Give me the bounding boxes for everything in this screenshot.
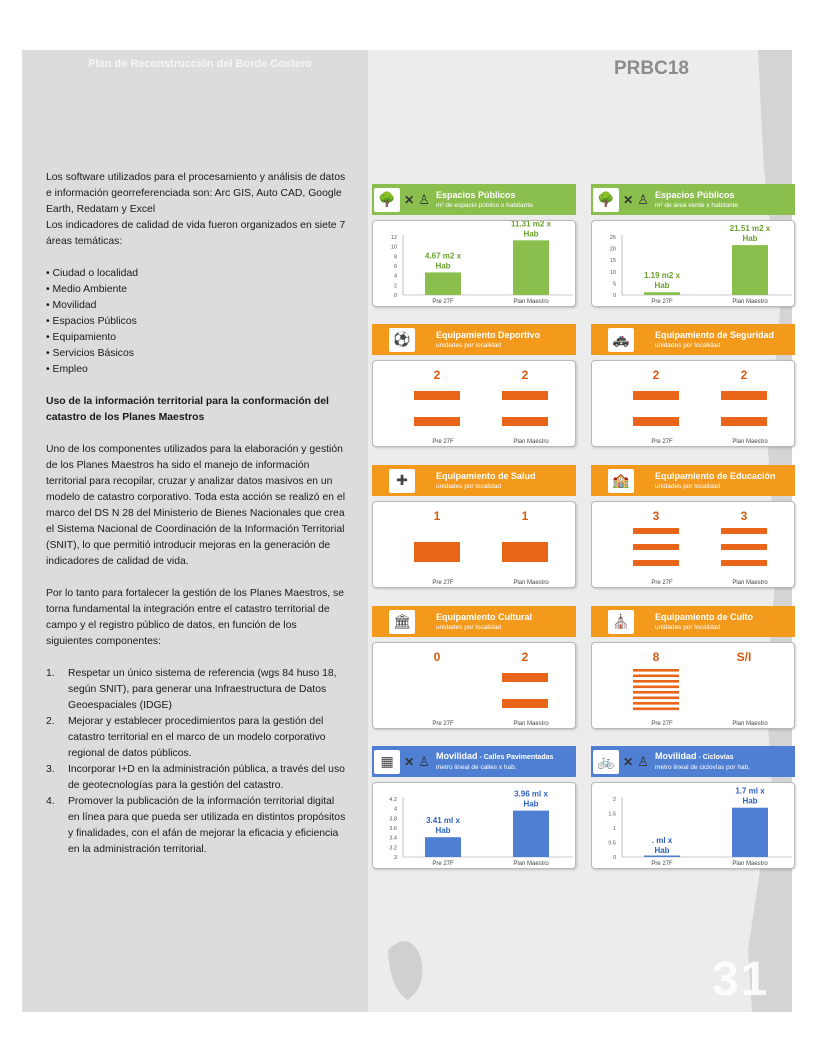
card-header: [372, 746, 576, 777]
indicator-card-ep2: [591, 184, 795, 307]
card-title: Equipamiento de Salud: [436, 470, 536, 481]
y-tick-label: 10: [390, 244, 397, 251]
multiply-icon: ✕: [404, 754, 415, 769]
bicycle-icon: 🚲: [593, 750, 619, 774]
chart-mov1: [373, 783, 577, 870]
tree-icon: 🌳: [593, 188, 619, 212]
unit-bar: [414, 391, 460, 400]
card-title: Movilidad - Calles Pavimentadas: [436, 751, 554, 761]
unit-bar: [633, 680, 679, 683]
card-subtitle: unidades por localidad: [655, 623, 721, 631]
chart-cul2: [592, 643, 796, 730]
card-header: [591, 465, 795, 496]
card-title: Equipamiento de Educación: [655, 470, 776, 481]
x-tick-label: Pre 27F: [432, 580, 454, 586]
y-tick-label: 0.5: [608, 840, 616, 847]
paragraph-1: Uno de los componentes utilizados para la elaboración y gestión de los Planes Maestros ha sido el manejo de información territorial para recopilar, cruzar y analizar datos masivos en un modelo de catastro corporativo. Toda esta acción se realizó en el marco del DS N 28 del Ministerio de Bienes Nacionales que crea el Sistema Nacional de Coordinación de la Información Territorial (SNIT), lo que permitió introducir mejoras en la generación de indicadores de calidad de vida.: [46, 444, 345, 567]
indicator-card-edu: [591, 465, 795, 588]
card-subtitle: m² de espacio público x habitante: [436, 201, 533, 209]
chart-edu: [592, 502, 796, 589]
card-header: [372, 184, 576, 215]
bar: [425, 837, 461, 857]
y-tick-label: 3.4: [389, 835, 397, 842]
card-title: Equipamiento Cultural: [436, 611, 533, 622]
x-tick-label: Plan Maestro: [732, 721, 768, 727]
list-text: Promover la publicación de la información territorial digital en línea para que pueda ser utilizada en distintos propósitos y finalidades, con el afán de mejorar la eficacia y eficiencia en la administración territorial.: [68, 796, 346, 855]
list-item: [46, 714, 346, 762]
x-tick-label: Pre 27F: [651, 439, 673, 445]
indicator-card-ep1: [372, 184, 576, 307]
data-label: . ml x Hab: [651, 836, 673, 855]
unit-bar: [502, 542, 548, 562]
tree-icon: 🌳: [374, 188, 400, 212]
list-number: 1.: [46, 668, 55, 679]
card-subtitle: metro lineal de calles x hab.: [436, 764, 517, 771]
count-label: 2: [521, 368, 529, 382]
museum-icon: 🏛: [389, 610, 415, 634]
y-tick-label: 3: [393, 855, 397, 861]
x-tick-label: Plan Maestro: [513, 439, 549, 445]
indicator-card-cul: [372, 606, 576, 729]
bar: [732, 245, 768, 295]
chart-cul: [373, 643, 577, 730]
count-label: 3: [652, 509, 660, 523]
bar: [513, 811, 549, 857]
card-icon-group: [372, 184, 432, 215]
bar: [732, 808, 768, 857]
components-list: [46, 666, 346, 858]
card-header: [372, 606, 576, 637]
count-label: S/I: [736, 650, 752, 664]
unit-bar: [414, 542, 460, 562]
y-tick-label: 3.2: [389, 845, 397, 852]
y-tick-label: 3.6: [389, 826, 397, 832]
data-label: 21.51 m2 x Hab: [729, 224, 771, 244]
unit-bar: [721, 391, 767, 400]
card-subtitle: m² de área verde x habitante: [655, 201, 739, 209]
count-label: 2: [521, 650, 529, 664]
card-icon-group: [372, 324, 432, 355]
unit-bar: [633, 391, 679, 400]
intro-paragraph-1: Los software utilizados para el procesamiento y análisis de datos e información georreferenciada son: Arc GIS, Auto CAD, Google Earth, Redatam y Excel: [46, 172, 346, 215]
chart-ep2: [592, 221, 796, 308]
y-tick-label: 10: [609, 269, 616, 276]
y-tick-label: 4: [393, 806, 397, 813]
y-tick-label: 2: [393, 283, 397, 290]
card-icon-group: [591, 606, 651, 637]
card-icon-group: [372, 746, 432, 777]
unit-bar: [721, 528, 767, 534]
x-tick-label: Pre 27F: [651, 580, 673, 586]
street-icon: ▦: [374, 750, 400, 774]
count-label: 2: [740, 368, 748, 382]
card-header: [591, 324, 795, 355]
indicator-card-seg: [591, 324, 795, 447]
school-icon: 🏫: [608, 469, 634, 493]
card-icon-group: [591, 746, 651, 777]
unit-bar: [502, 391, 548, 400]
document-code: PRBC18: [614, 58, 689, 79]
x-tick-label: Pre 27F: [432, 861, 454, 867]
card-icon-group: [372, 606, 432, 637]
y-tick-label: 20: [609, 246, 616, 253]
x-tick-label: Pre 27F: [651, 861, 673, 867]
x-tick-label: Pre 27F: [651, 721, 673, 727]
indicator-card-sal: [372, 465, 576, 588]
police-car-icon: 🚓: [608, 328, 634, 352]
y-tick-label: 0: [393, 293, 397, 299]
card-subtitle: unidades por localidad: [436, 482, 502, 490]
y-tick-label: 4.2: [389, 797, 397, 803]
unit-bar: [633, 686, 679, 689]
y-tick-label: 4: [393, 273, 397, 280]
area-item: • Movilidad: [46, 300, 97, 311]
indicator-card-mov1: [372, 746, 576, 869]
person-icon: ♙: [637, 191, 649, 207]
data-label: 1.19 m2 x Hab: [643, 271, 681, 291]
chart-dep: [373, 361, 577, 448]
area-item: • Medio Ambiente: [46, 284, 128, 295]
unit-bar: [633, 697, 679, 700]
bar: [425, 272, 461, 295]
health-icon: ✚: [389, 469, 415, 493]
y-tick-label: 8: [393, 254, 397, 261]
unit-bar: [721, 544, 767, 550]
data-label: 11.31 m2 x Hab: [510, 221, 552, 239]
count-label: 3: [740, 509, 748, 523]
count-label: 8: [652, 650, 660, 664]
unit-bar: [721, 560, 767, 566]
x-tick-label: Plan Maestro: [732, 439, 768, 445]
paragraph-2: Por lo tanto para fortalecer la gestión de los Planes Maestros, se torna fundamental la integración entre el catastro territorial de campo y el registro público de datos, en función de los siguientes componentes:: [46, 588, 345, 647]
y-tick-label: 0: [612, 855, 616, 861]
unit-bar: [633, 669, 679, 672]
unit-bar: [633, 528, 679, 534]
unit-bar: [633, 708, 679, 711]
data-label: 4.67 m2 x Hab: [424, 251, 462, 271]
card-title-suffix: - Ciclovías: [696, 754, 734, 761]
card-subtitle: metro lineal de ciclovías por hab.: [655, 764, 751, 771]
x-tick-label: Plan Maestro: [513, 580, 549, 586]
area-item: • Equipamiento: [46, 332, 117, 343]
x-tick-label: Pre 27F: [432, 299, 454, 305]
card-header: [372, 465, 576, 496]
card-subtitle: unidades por localidad: [655, 482, 721, 490]
chart-ep1: [373, 221, 577, 308]
card-header: [591, 606, 795, 637]
y-tick-label: 15: [609, 258, 616, 265]
multiply-icon: ✕: [623, 192, 634, 207]
card-header: [372, 324, 576, 355]
unit-bar: [414, 417, 460, 426]
unit-bar: [502, 417, 548, 426]
card-title: Espacios Públicos: [655, 189, 735, 200]
multiply-icon: ✕: [623, 754, 634, 769]
card-chart-panel: [372, 642, 576, 729]
y-tick-label: 0: [612, 293, 616, 299]
unit-bar: [502, 673, 548, 682]
bar: [513, 240, 549, 295]
list-text: Mejorar y establecer procedimientos para la gestión del catastro territorial en el marco de un modelo corporativo regional de datos públicos.: [68, 716, 326, 759]
unit-bar: [633, 417, 679, 426]
list-number: 2.: [46, 716, 55, 727]
unit-bar: [502, 699, 548, 708]
card-chart-panel: [591, 782, 795, 869]
unit-bar: [633, 544, 679, 550]
x-tick-label: Plan Maestro: [732, 299, 768, 305]
area-item: • Empleo: [46, 364, 88, 375]
card-title: Espacios Públicos: [436, 189, 516, 200]
person-icon: ♙: [418, 753, 430, 769]
card-chart-panel: [372, 360, 576, 447]
chart-seg: [592, 361, 796, 448]
area-item: • Espacios Públicos: [46, 316, 137, 327]
data-label: 3.96 ml x Hab: [514, 789, 548, 809]
card-chart-panel: [372, 501, 576, 588]
indicator-card-mov2: [591, 746, 795, 869]
card-icon-group: [591, 184, 651, 215]
area-item: • Ciudad o localidad: [46, 268, 139, 279]
card-subtitle: unidades por localidad: [436, 623, 502, 631]
list-item: [46, 762, 346, 794]
data-label: 3.41 ml x Hab: [426, 816, 460, 836]
header-title: Plan de Reconstrucción del Borde Costero: [88, 58, 312, 70]
card-icon-group: [372, 465, 432, 496]
y-tick-label: 5: [612, 281, 616, 288]
list-item: [46, 794, 346, 858]
card-subtitle: unidades por localidad: [655, 341, 721, 349]
card-chart-panel: [591, 360, 795, 447]
card-header: [591, 746, 795, 777]
unit-bar: [633, 560, 679, 566]
indicator-card-cul2: [591, 606, 795, 729]
x-tick-label: Pre 27F: [432, 721, 454, 727]
x-tick-label: Plan Maestro: [732, 861, 768, 867]
y-tick-label: 3.8: [389, 816, 397, 823]
card-header: [591, 184, 795, 215]
list-number: 3.: [46, 764, 55, 775]
count-label: 1: [521, 509, 529, 523]
card-title-suffix: - Calles Pavimentadas: [477, 754, 554, 761]
unit-bar: [633, 702, 679, 705]
card-icon-group: [591, 465, 651, 496]
count-label: 2: [433, 368, 441, 382]
y-tick-label: 1: [612, 826, 616, 832]
y-tick-label: 12: [390, 235, 397, 241]
bar: [644, 292, 680, 295]
x-tick-label: Plan Maestro: [513, 861, 549, 867]
person-icon: ♙: [637, 753, 649, 769]
card-chart-panel: [591, 220, 795, 307]
x-tick-label: Plan Maestro: [513, 299, 549, 305]
list-text: Respetar un único sistema de referencia (wgs 84 huso 18, según SNIT), para generar una Infraestructura de Datos Geoespaciales (IDGE): [68, 668, 337, 711]
count-label: 2: [652, 368, 660, 382]
church-icon: ⛪: [608, 610, 634, 634]
list-item: [46, 666, 346, 714]
data-label: 1.7 ml x Hab: [735, 786, 765, 806]
person-icon: ♙: [418, 191, 430, 207]
card-title: Equipamiento de Culto: [655, 611, 753, 622]
bar: [644, 856, 680, 858]
sports-field-icon: ⚽: [389, 328, 415, 352]
list-number: 4.: [46, 796, 55, 807]
card-chart-panel: [591, 642, 795, 729]
intro-paragraph-2: Los indicadores de calidad de vida fueron organizados en siete 7 áreas temáticas:: [46, 220, 346, 247]
list-text: Incorporar I+D en la administración pública, a través del uso de geotecnologías para la gestión del catastro.: [68, 764, 345, 791]
unit-bar: [633, 675, 679, 678]
y-tick-label: 6: [393, 264, 397, 270]
card-chart-panel: [591, 501, 795, 588]
unit-bar: [633, 691, 679, 694]
card-chart-panel: [372, 782, 576, 869]
page-number: 31: [712, 953, 770, 1006]
y-tick-label: 1.5: [608, 811, 616, 818]
card-title: Equipamiento de Seguridad: [655, 329, 775, 340]
x-tick-label: Plan Maestro: [732, 580, 768, 586]
chart-mov2: [592, 783, 796, 870]
x-tick-label: Pre 27F: [432, 439, 454, 445]
y-tick-label: 25: [609, 235, 616, 241]
chart-sal: [373, 502, 577, 589]
indicator-card-dep: [372, 324, 576, 447]
count-label: 1: [433, 509, 441, 523]
unit-bar: [721, 417, 767, 426]
x-tick-label: Plan Maestro: [513, 721, 549, 727]
section-heading: Uso de la información territorial para la conformación del catastro de los Planes Maestros: [46, 396, 329, 423]
body-text: [46, 170, 346, 858]
area-item: • Servicios Básicos: [46, 348, 134, 359]
y-tick-label: 2: [612, 797, 616, 803]
card-title: Movilidad - Ciclovías: [655, 751, 734, 761]
card-subtitle: unidades por localidad: [436, 341, 502, 349]
card-chart-panel: [372, 220, 576, 307]
count-label: 0: [433, 650, 441, 664]
x-tick-label: Pre 27F: [651, 299, 673, 305]
card-icon-group: [591, 324, 651, 355]
multiply-icon: ✕: [404, 192, 415, 207]
card-title: Equipamiento Deportivo: [436, 329, 541, 340]
